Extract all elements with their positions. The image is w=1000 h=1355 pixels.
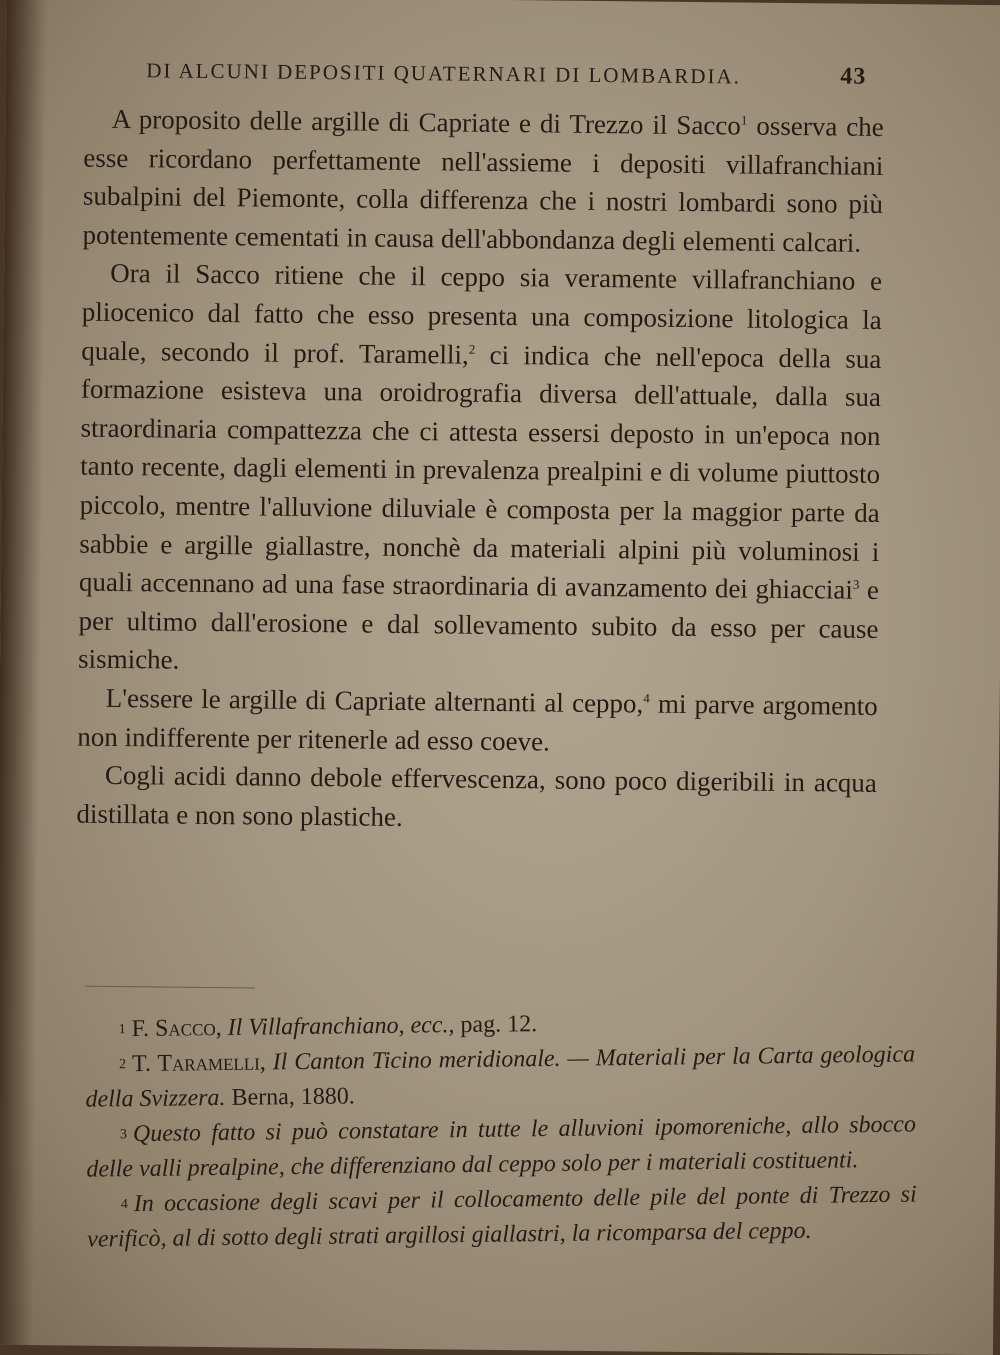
footnote-3: 3 Questo fatto si può constatare in tutte le alluvioni ipomoreniche, allo sbocco delle valli prealpine, che differenziano dal ceppo solo per i materiali costituenti. xyxy=(86,1111,917,1183)
footnote-4: 4 In occasione degli scavi per il collocamento delle pile del ponte di Trezzo si verificò, al di sotto degli strati argillosi giallastri, la ricomparsa del ceppo. xyxy=(87,1181,917,1253)
page-shadow xyxy=(0,0,47,1345)
footnote-1: 1 F. Sacco, Il Villafranchiano, ecc., pag. 12. xyxy=(118,1011,538,1043)
footnote-1-title: Il Villafranchiano, ecc., xyxy=(221,1012,455,1041)
paragraph-2: Ora il Sacco ritiene che il ceppo sia veramente villafranchiano e pliocenico dal fatto che esso presenta una composizione litologica la quale, secondo il prof. Taramelli,$^2$ ci indica che nell'epoca della sua formazione esisteva una oroidrografia diversa dell'attuale, dalla sua straordinaria compattezza che ci attesta essersi deposto in un'epoca non tanto recente, dagli elementi in prevalenza prealpini e di volume piuttosto piccolo, mentre l'alluvione diluviale è composta per la maggior parte da sabbie e argille giallastre, nonchè da materiali alpini più voluminosi i quali accennano ad una fase straordinaria di avanzamento dei ghiacciai$^3$ e per ultimo dall'erosione e dal sollevamento subito da esso per cause sismiche. xyxy=(77,258,883,675)
paragraph-4: Cogli acidi danno debole effervescenza, sono poco digeribili in acqua distillata e non sono plastiche. xyxy=(76,759,878,832)
footnotes xyxy=(84,1003,917,1258)
footnote-ref-1: 1 xyxy=(740,112,748,128)
page-number: 43 xyxy=(840,63,867,90)
body-text xyxy=(76,100,884,842)
footnote-2-title: Il Canton Ticino meridionale. — Materiali per la Carta geologica della Svizzera. xyxy=(85,1041,916,1113)
footnote-2-author: T. Taramelli, xyxy=(131,1049,267,1078)
footnote-ref-3: 3 xyxy=(852,576,860,592)
footnote-2: 2 T. Taramelli, Il Canton Ticino meridionale. — Materiali per la Carta geologica della Svizzera. Berna, 1880. xyxy=(85,1041,916,1113)
footnote-ref-2: 2 xyxy=(468,341,476,357)
footnote-1-author: F. Sacco, xyxy=(131,1014,222,1043)
footnote-ref-4: 4 xyxy=(643,690,650,706)
paragraph-3: L'essere le argille di Capriate alternanti al ceppo,$^4$ mi parve argomento non indifferente per ritenerle ad esso coeve. xyxy=(77,682,878,757)
paragraph-1: A proposito delle argille di Capriate e di Trezzo il Sacco$^1$ osserva che esse ricordano perfettamente nell'assieme i depositi villafranchiani subalpini del Piemonte, colla differenza che i nostri lombardi sono più potentemente cementati in causa dell'abbondanza degli elementi calcari. xyxy=(82,103,884,258)
running-title: DI ALCUNI DEPOSITI QUATERNARI DI LOMBARDIA. xyxy=(146,58,742,89)
footnote-rule xyxy=(85,986,255,989)
running-header xyxy=(146,58,866,106)
